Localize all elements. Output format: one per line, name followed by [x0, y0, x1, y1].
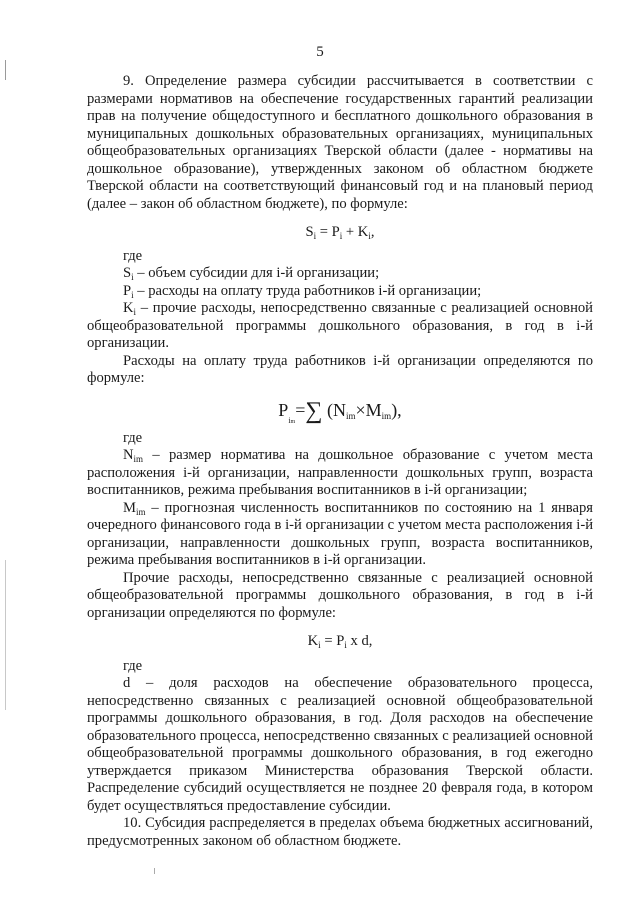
sum-symbol: ∑ [305, 397, 323, 424]
definition-text: – расходы на оплату труда работников i-й организации; [133, 282, 482, 299]
definition-text: – прогнозная численность воспитанников по состоянию на 1 января очередного финансового года в i-й организации с учетом места расположения i-й организации, направленности дошкольных групп, возраста воспитанников, режима пребывания воспитанников в i-й организации. [87, 499, 593, 568]
definition-k: $K_i$ – прочие расходы, непосредственно связанные с реализацией основной общеобразовательной программы дошкольного образования, в год в i-й организации. [87, 300, 593, 351]
formula-labor-costs: $P_{im}=\sum$ (Nim×Mim), [278, 397, 402, 425]
margin-rule [5, 60, 6, 80]
definition-m: $M_{im}$ – прогнозная численность воспитанников по состоянию на 1 января очередного финансового года в i-й организации с учетом места расположения i-й организации, направленности дошкольных групп, возраста воспитанников, режима пребывания воспитанников в i-й организации. [87, 499, 593, 568]
symbol: N [123, 447, 134, 463]
paragraph-9: 9. Определение размера субсидии рассчитывается в соответствии с размерами нормативов на обеспечение государственных гарантий реализации прав на получение общедоступного и бесплатного дошкольного образования в муниципальных дошкольных образовательных организациях, муниципальных общеобразовательных организациях Тверской области (далее - нормативы на дошкольное образование), утвержденных законом об областном бюджете Тверской области на соответствующий финансовый год и на плановый период (далее – закон об областном бюджете), по формуле: [87, 73, 593, 212]
margin-rule [5, 560, 6, 710]
symbol: K [123, 300, 134, 316]
paragraph-labor-costs: Расходы на оплату труда работников i-й организации определяются по формуле: [87, 352, 593, 386]
where-label: где [123, 247, 143, 264]
definition-n: $N_{im}$ – размер норматива на дошкольное образование с учетом места расположения i-й организации, направленности дошкольных групп, возраста воспитанников, режима пребывания воспитанников в i-й организации; [87, 447, 593, 498]
formula-other-costs: $K_i = P_i$ x d, [307, 633, 373, 650]
definition-text: – прочие расходы, непосредственно связанные с реализацией основной общеобразовательной программы дошкольного образования, в год в i-й организации. [87, 300, 593, 351]
document-body [87, 73, 593, 850]
symbol: M [123, 499, 136, 516]
paragraph-other-costs: Прочие расходы, непосредственно связанные с реализацией основной общеобразовательной программы дошкольного образования, в год в i-й организации определяются по формуле: [87, 569, 593, 621]
definition-text: – объем субсидии для i-й организации; [133, 265, 380, 281]
symbol: P [123, 282, 132, 299]
where-label: где [123, 429, 143, 446]
formula-subsidy: $S_i = P_i + K_i$, [305, 224, 375, 241]
definition-text: – размер норматива на дошкольное образование с учетом места расположения i-й организации, направленности дошкольных групп, возраста воспитанников, режима пребывания воспитанников в i-й организации; [87, 447, 593, 498]
definition-d: d – доля расходов на обеспечение образовательного процесса, непосредственно связанных с реализацией основной общеобразовательной программы дошкольного образования, в год. Доля расходов на обеспечение образовательного процесса, непосредственно связанных с реализацией основной общеобразовательной программы дошкольного образования, в год ежегодно утверждается приказом Министерства образования Тверской области. Распределение субсидий осуществляется не позднее 20 февраля года, в котором будет осуществляться предоставление субсидии. [87, 675, 593, 814]
definition-p: $P_i$ – расходы на оплату труда работников i-й организации; [123, 282, 482, 300]
scan-mark [154, 868, 155, 874]
where-label: где [123, 657, 143, 674]
page-number: 5 [316, 44, 324, 60]
paragraph-10: 10. Субсидия распределяется в пределах объема бюджетных ассигнований, предусмотренных законом об областном бюджете. [87, 815, 593, 849]
symbol: S [123, 265, 132, 281]
definition-s: $S_i$ – объем субсидии для i-й организации; [123, 265, 380, 282]
